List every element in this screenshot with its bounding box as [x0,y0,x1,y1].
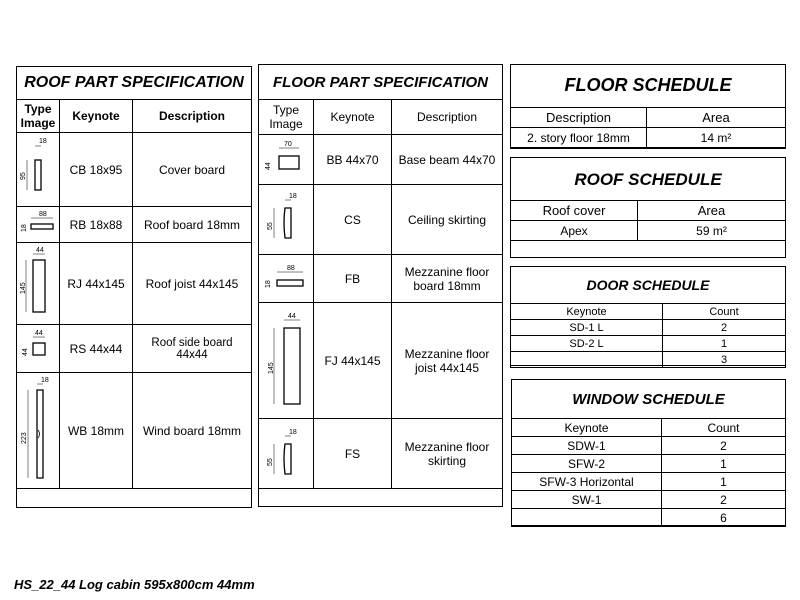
count-cell: 2 [662,491,786,509]
header-type-image: Type Image [17,100,60,133]
keynote-cell: RS 44x44 [60,325,133,373]
svg-text:44: 44 [36,247,44,254]
svg-text:44: 44 [265,162,272,170]
header-keynote: Keynote [512,419,662,437]
header-type-image: Type Image [259,100,314,135]
svg-text:18: 18 [265,280,272,288]
roof-part-specification [16,66,252,508]
header-keynote: Keynote [511,304,663,320]
keynote-cell: CB 18x95 [60,133,133,207]
keynote-cell: RJ 44x145 [60,243,133,325]
cover-board-profile-icon [17,133,60,207]
door-schedule-title: DOOR SCHEDULE [586,277,710,293]
svg-text:55: 55 [267,458,274,466]
roof-schedule-title: ROOF SCHEDULE [574,170,722,189]
svg-text:18: 18 [41,377,49,384]
roof-side-board-profile-icon [17,325,60,373]
description-cell: Wind board 18mm [133,373,252,489]
table-row [512,473,786,491]
description-cell: Roof side board 44x44 [133,325,252,373]
svg-text:18: 18 [289,429,297,436]
roof-joist-profile-icon [17,243,60,325]
keynote-cell: CS [314,185,392,255]
header-count: Count [663,304,786,320]
description-cell: Roof board 18mm [133,207,252,243]
keynote-cell: SFW-3 Horizontal [512,473,662,491]
window-schedule-table [511,418,786,527]
svg-text:44: 44 [35,330,43,337]
floor-part-specification [258,64,503,507]
header-roof-cover: Roof cover [511,201,638,221]
floor-spec-title: FLOOR PART SPECIFICATION [272,74,488,91]
svg-text:44: 44 [288,313,296,320]
floor-schedule-table [510,107,786,148]
keynote-cell: SD-2 L [511,336,663,352]
count-cell: 1 [662,473,786,491]
roof-cover-cell: Apex [511,221,638,241]
keynote-cell: WB 18mm [60,373,133,489]
count-cell: 1 [662,455,786,473]
table-row [512,491,786,509]
keynote-cell: SW-1 [512,491,662,509]
header-description: Description [392,100,503,135]
svg-text:18: 18 [21,224,28,232]
floor-joist-profile-icon [259,303,314,419]
table-row [17,243,252,325]
total-row [512,509,786,527]
svg-text:223: 223 [21,432,28,444]
table-row [511,336,786,352]
sheet-footer-title: HS_22_44 Log cabin 595x800cm 44mm [14,577,255,592]
floor-schedule-title: FLOOR SCHEDULE [564,75,732,95]
table-row [17,207,252,243]
svg-text:55: 55 [267,222,274,230]
keynote-cell: SFW-2 [512,455,662,473]
header-description: Description [511,108,647,128]
keynote-cell: BB 44x70 [314,135,392,185]
table-row [259,135,503,185]
table-row [259,185,503,255]
keynote-cell: RB 18x88 [60,207,133,243]
table-row [259,255,503,303]
svg-text:95: 95 [20,172,27,180]
description-cell: Mezzanine floor board 18mm [392,255,503,303]
description-cell: 2. story floor 18mm [511,128,647,148]
window-schedule-title: WINDOW SCHEDULE [572,391,725,408]
table-row [511,128,786,148]
description-cell: Cover board [133,133,252,207]
floor-board-profile-icon [259,255,314,303]
table-row [17,133,252,207]
floor-skirting-profile-icon [259,419,314,489]
wind-board-profile-icon [17,373,60,489]
header-keynote: Keynote [314,100,392,135]
svg-text:88: 88 [39,211,47,218]
total-label-cell [511,352,663,368]
table-row [512,455,786,473]
header-area: Area [638,201,786,221]
keynote-cell: SD-1 L [511,320,663,336]
svg-text:44: 44 [22,348,29,356]
floor-schedule [510,64,786,149]
total-count: 3 [663,352,786,368]
header-area: Area [647,108,786,128]
roof-spec-table [16,99,252,489]
description-cell: Ceiling skirting [392,185,503,255]
count-cell: 2 [662,437,786,455]
table-row [259,419,503,489]
roof-schedule [510,157,786,258]
roof-board-profile-icon [17,207,60,243]
table-row [17,373,252,489]
svg-text:18: 18 [39,138,47,145]
ceiling-skirting-profile-icon [259,185,314,255]
header-keynote: Keynote [60,100,133,133]
door-schedule-table [510,303,786,368]
keynote-cell: FB [314,255,392,303]
count-cell: 2 [663,320,786,336]
svg-text:145: 145 [268,362,275,374]
table-row [512,437,786,455]
keynote-cell: FJ 44x145 [314,303,392,419]
svg-text:70: 70 [284,141,292,148]
count-cell: 1 [663,336,786,352]
floor-spec-table [258,99,503,489]
total-row [511,352,786,368]
table-row [17,325,252,373]
description-cell: Mezzanine floor skirting [392,419,503,489]
table-row [511,221,786,241]
area-cell: 14 m² [647,128,786,148]
door-schedule [510,266,786,366]
keynote-cell: FS [314,419,392,489]
total-label-cell [512,509,662,527]
base-beam-profile-icon [259,135,314,185]
description-cell: Roof joist 44x145 [133,243,252,325]
roof-spec-title: ROOF PART SPECIFICATION [24,74,244,91]
keynote-cell: SDW-1 [512,437,662,455]
roof-schedule-table [510,200,786,241]
table-row [511,320,786,336]
description-cell: Base beam 44x70 [392,135,503,185]
area-cell: 59 m² [638,221,786,241]
svg-text:88: 88 [287,265,295,272]
description-cell: Mezzanine floor joist 44x145 [392,303,503,419]
window-schedule [511,379,786,526]
total-count: 6 [662,509,786,527]
svg-text:145: 145 [20,282,27,294]
header-count: Count [662,419,786,437]
header-description: Description [133,100,252,133]
svg-text:18: 18 [289,193,297,200]
table-row [259,303,503,419]
